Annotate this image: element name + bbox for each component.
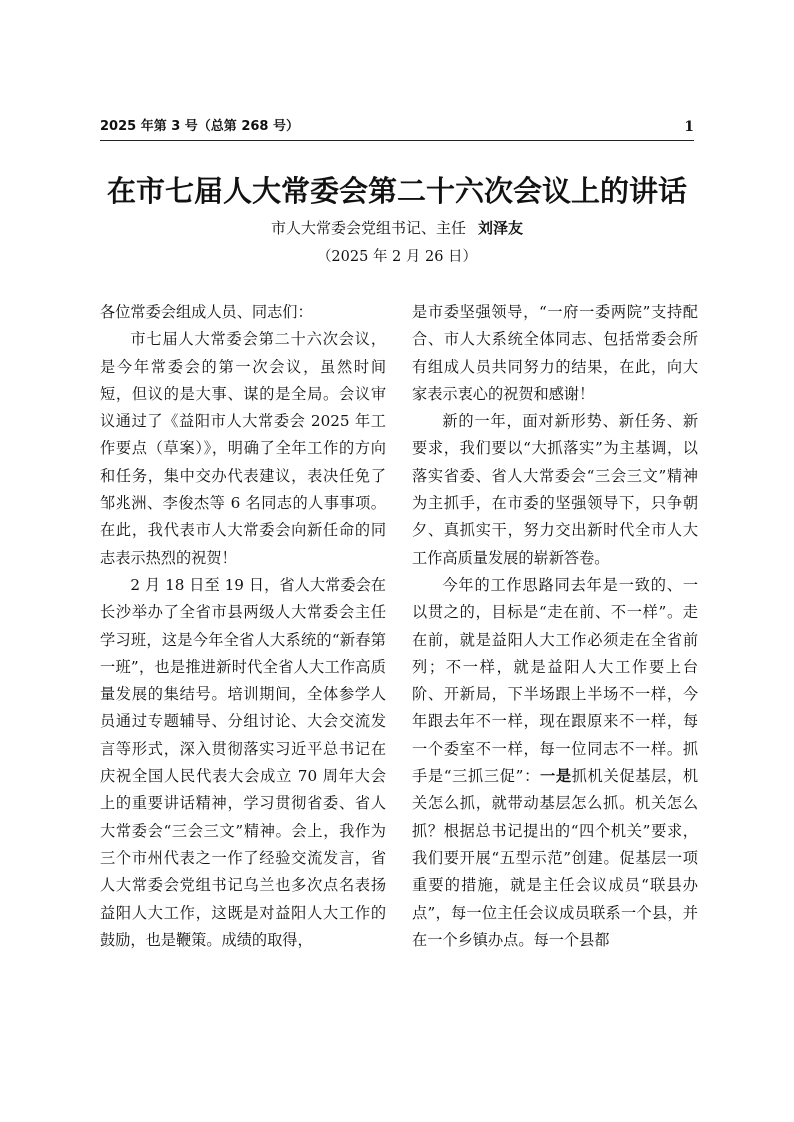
- byline: [100, 216, 694, 240]
- paragraph-4-intro: 今年的工作思路同去年是一致的、一以贯之的，目标是“走在前、不一样”。走在前，就是益阳人大工作必须走在全省前列；不一样，就是益阳人大工作要上台阶、开新局，下半场跟上半场不一样，今年跟去年不一样，现在跟原来不一样，每一个委室不一样，每一位同志不一样。抓手是“三抓三促”：: [412, 575, 698, 786]
- paragraph-2-continued: 是市委坚强领导，“一府一委两院”支持配合、市人大系统全体同志、包括常委会所有组成人员共同努力的结果，在此，向大家表示衷心的祝贺和感谢！: [412, 303, 698, 403]
- paragraph-4-rest: 抓机关促基层，机关怎么抓，就带动基层怎么抓。机关怎么抓？根据总书记提出的“四个机关”要求，我们要开展“五型示范”创建。促基层一项重要的措施，就是主任会议成员“联县办点”，每一位主任会议成员联系一个县，并在一个乡镇办点。每一个县都: [412, 767, 699, 949]
- salutation: 各位常委会组成人员、同志们：: [100, 303, 313, 321]
- speaker-name: 刘泽友: [478, 219, 524, 237]
- emphasis-first: 一是: [539, 767, 572, 786]
- speaker-role: 市人大常委会党组书记、主任: [270, 219, 466, 237]
- paragraph-3: 新的一年，面对新形势、新任务、新要求，我们要以“大抓落实”为主基调，以落实省委、省人大常委会“三会三文”精神为主抓手，在市委的坚强领导下，只争朝夕、真抓实干，努力交出新时代全市人大工作高质量发展的崭新答卷。: [412, 412, 698, 567]
- paragraph-1: 市七届人大常委会第二十六次会议，是今年常委会的第一次会议，虽然时间短，但议的是大事、谋的是全局。会议审议通过了《益阳市人大常委会 2025 年工作要点（草案）》，明确了全年工作的方向和任务，集中交办代表建议，表决任免了邹兆洲、李俊杰等 6 名同志的人事事项。在此，我代表市人大常委会向新任命的同志表示热烈的祝贺！: [100, 330, 386, 567]
- header-rule: [100, 140, 694, 141]
- right-column: [412, 299, 698, 954]
- page-number: 1: [684, 119, 694, 135]
- left-column: [100, 299, 386, 954]
- paragraph-2: 2 月 18 日至 19 日，省人大常委会在长沙举办了全省市县两级人大常委会主任学习班，这是今年全省人大系统的“新春第一班”，也是推进新时代全省人大工作高质量发展的集结号。培训期间，全体参学人员通过专题辅导、分组讨论、大会交流发言等形式，深入贯彻落实习近平总书记在庆祝全国人民代表大会成立 70 周年大会上的重要讲话精神，学习贯彻省委、省人大常委会“三会三文”精神。会上，我作为三个市州代表之一作了经验交流发言，省人大常委会党组书记乌兰也多次点名表扬益阳人大工作，这既是对益阳人大工作的鼓励，也是鞭策。成绩的取得，: [100, 575, 386, 949]
- issue-label: 2025 年第 3 号（总第 268 号）: [100, 119, 299, 134]
- article-title: 在市七届人大常委会第二十六次会议上的讲话: [106, 174, 687, 208]
- speech-date: （2025 年 2 月 26 日）: [316, 249, 478, 265]
- running-header: [100, 118, 694, 136]
- paragraph-4: [412, 572, 698, 954]
